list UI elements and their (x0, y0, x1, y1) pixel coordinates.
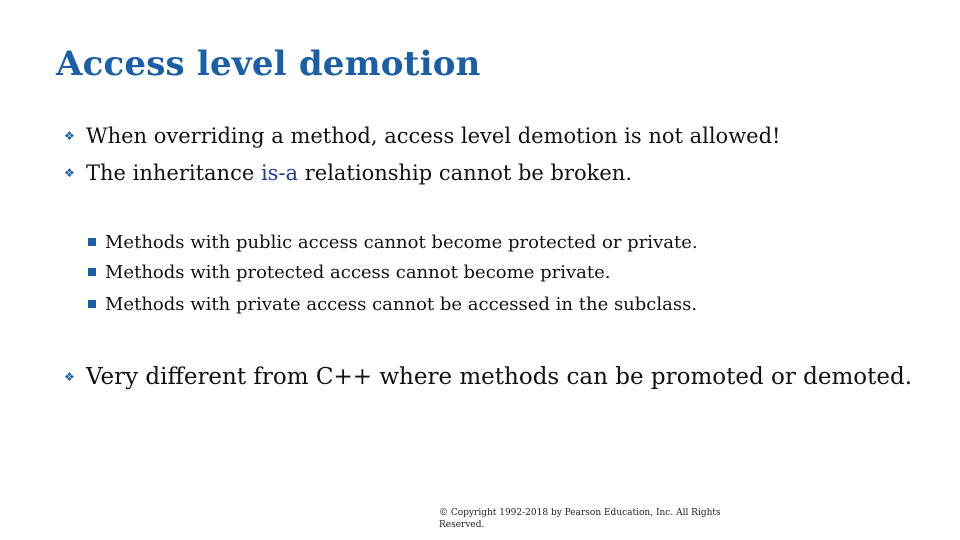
square-bullet-icon (88, 268, 96, 276)
sub-bullet-text: Methods with public access cannot become protected or private. (105, 232, 698, 253)
bullet-item (64, 364, 912, 390)
is-a-emphasis: is-a (260, 161, 299, 185)
sub-bullet-item (88, 294, 697, 315)
diamond-bullet-icon: ❖ (64, 166, 75, 180)
square-bullet-icon (88, 300, 96, 308)
bullet-item (64, 161, 632, 185)
bullet-item (64, 124, 781, 148)
square-bullet-icon (88, 238, 96, 246)
bullet-text: Very different from C++ where methods can be promoted or demoted. (86, 364, 913, 390)
slide-title: Access level demotion (56, 44, 481, 84)
sub-bullet-text: Methods with private access cannot be accessed in the subclass. (105, 294, 698, 315)
bullet-text-after: relationship cannot be broken. (298, 161, 632, 185)
diamond-bullet-icon: ❖ (64, 370, 75, 384)
sub-bullet-text: Methods with protected access cannot become private. (105, 262, 611, 283)
sub-bullet-item (88, 232, 698, 253)
copyright-footer: © Copyright 1992-2018 by Pearson Education, Inc. All Rights Reserved. (439, 508, 721, 530)
bullet-text-before: The inheritance (86, 161, 261, 185)
diamond-bullet-icon: ❖ (64, 129, 75, 143)
sub-bullet-item (88, 262, 610, 283)
bullet-text: When overriding a method, access level demotion is not allowed! (86, 124, 781, 148)
